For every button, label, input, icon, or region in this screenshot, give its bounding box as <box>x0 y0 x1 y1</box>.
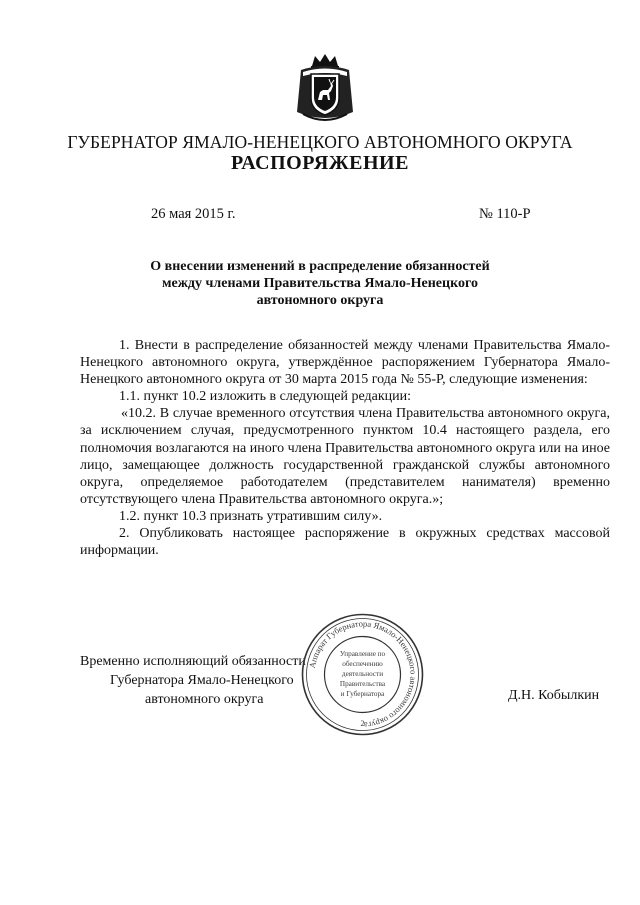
seal-center-text: обеспечению <box>342 660 383 668</box>
seal-number: 2 <box>360 719 365 728</box>
seal-center-text: Управление по <box>339 650 386 658</box>
document-date: 26 мая 2015 г. <box>151 206 236 222</box>
paragraph-quote-10-2: «10.2. В случае временного отсутствия члена Правительства автономного округа, за исключением случая, предусмотренного пунктом 10.4 настоящего раздела, его полномочия возлагаются на иного члена Правительства автономного округа или на иное лицо, замещающее должность государственной гражданской службы автономного округа, определяемое работодателем (представителем нанимателя) временно отсутствующего члена Правительства автономного округа.»; <box>80 406 610 507</box>
issuing-authority: ГУБЕРНАТОР ЯМАЛО-НЕНЕЦКОГО АВТОНОМНОГО ОКРУГА <box>67 132 573 152</box>
signatory-name: Д.Н. Кобылкин <box>508 688 600 703</box>
coat-of-arms-icon <box>295 52 355 127</box>
signatory-title-line-1: Временно исполняющий обязанности <box>80 654 306 669</box>
paragraph-1-2: 1.2. пункт 10.3 признать утратившим силу». <box>119 508 383 524</box>
signatory-title-line-2: Губернатора Ямало-Ненецкого <box>110 673 294 688</box>
subject-line: автономного округа <box>256 293 384 308</box>
subject-line: между членами Правительства Ямало-Ненецкого <box>162 276 478 291</box>
seal-center-text: Правительства <box>339 680 386 688</box>
paragraph-1-1: 1.1. пункт 10.2 изложить в следующей редакции: <box>119 389 411 405</box>
subject-line: О внесении изменений в распределение обязанностей <box>150 259 490 274</box>
seal-center-text: и Губернатора <box>340 690 385 698</box>
document-type-title: РАСПОРЯЖЕНИЕ <box>231 152 409 174</box>
paragraph-1: 1. Внести в распределение обязанностей между членами Правительства Ямало-Ненецкого автономного округа, утверждённое распоряжением Губернатора Ямало-Ненецкого автономного округа от 30 марта 2015 года № 55-Р, следующие изменения: <box>80 338 610 388</box>
signatory-title-line-3: автономного округа <box>145 692 264 707</box>
paragraph-2: 2. Опубликовать настоящее распоряжение в окружных средствах массовой информации. <box>80 526 610 559</box>
seal-center-text: деятельности <box>341 670 384 678</box>
document-number: № 110-Р <box>479 206 531 222</box>
document-body <box>80 337 610 559</box>
document-subject <box>0 258 640 309</box>
seal-ring-text: Аппарат Губернатора Ямало-Ненецкого автономного округа <box>306 618 419 731</box>
official-seal-icon <box>300 612 425 737</box>
